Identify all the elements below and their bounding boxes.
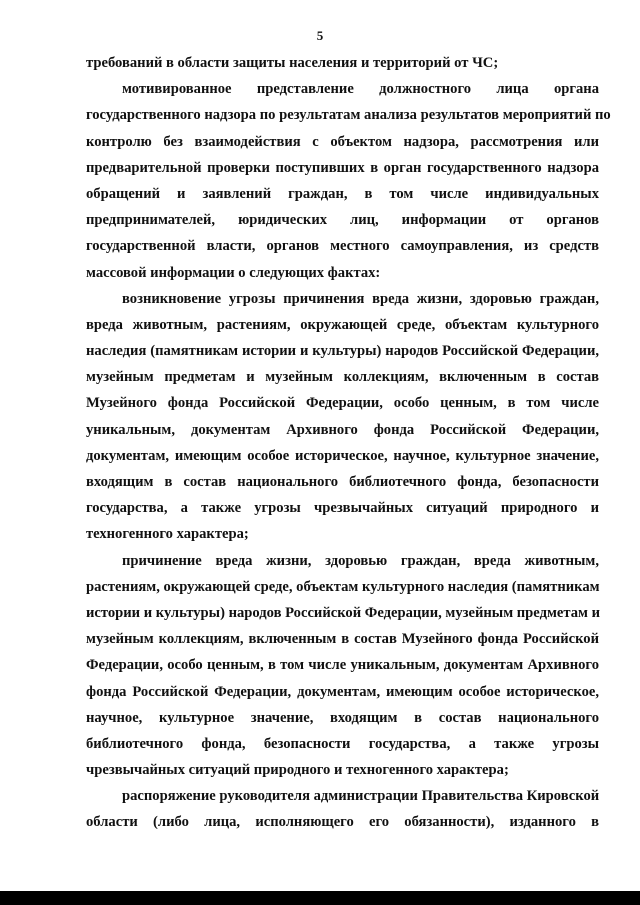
text-line: области (либо лица, исполняющего его обязанности), изданного в — [86, 814, 599, 831]
text-line: массовой информации о следующих фактах: — [86, 264, 381, 281]
text-line: обращений и заявлений граждан, в том числе индивидуальных — [86, 185, 599, 202]
text-line: государства, а также угрозы чрезвычайных ситуаций природного и — [86, 500, 599, 517]
scan-bottom-border — [0, 891, 640, 905]
text-line: техногенного характера; — [86, 526, 249, 543]
text-line: музейным коллекциям, включенным в состав Музейного фонда Российской — [86, 631, 599, 648]
text-line: вреда животным, растениям, окружающей среде, объектам культурного — [86, 316, 599, 333]
text-line: возникновение угрозы причинения вреда жизни, здоровью граждан, — [122, 290, 599, 307]
text-line: фонда Российской Федерации, документам, имеющим особое историческое, — [86, 683, 599, 700]
text-line: Музейного фонда Российской Федерации, особо ценным, в том числе — [86, 395, 599, 412]
text-line: контролю без взаимодействия с объектом надзора, рассмотрения или — [86, 133, 599, 150]
text-line: музейным предметам и музейным коллекциям, включенным в состав — [86, 369, 599, 386]
text-line: государственного надзора по результатам анализа результатов мероприятий по — [86, 107, 611, 124]
text-line: предварительной проверки поступивших в орган государственного надзора — [86, 159, 599, 176]
document-body — [86, 50, 611, 836]
text-line: государственной власти, органов местного самоуправления, из средств — [86, 238, 599, 255]
text-line: уникальным, документам Архивного фонда Российской Федерации, — [86, 421, 599, 438]
text-line: требований в области защиты населения и территорий от ЧС; — [86, 55, 499, 71]
text-line: предпринимателей, юридических лиц, информации от органов — [86, 212, 599, 229]
text-line: мотивированное представление должностного лица органа — [122, 81, 599, 98]
text-line: наследия (памятникам истории и культуры) народов Российской Федерации, — [86, 343, 599, 360]
text-line: чрезвычайных ситуаций природного и техногенного характера; — [86, 762, 509, 779]
text-line: причинение вреда жизни, здоровью граждан, вреда животным, — [122, 552, 599, 569]
text-line: входящим в состав национального библиотечного фонда, безопасности — [86, 474, 599, 490]
text-line: Федерации, особо ценным, в том числе уникальным, документам Архивного — [86, 657, 599, 674]
text-line: библиотечного фонда, безопасности государства, а также угрозы — [86, 735, 599, 752]
text-line: распоряжение руководителя администрации Правительства Кировской — [122, 788, 600, 805]
text-line: научное, культурное значение, входящим в состав национального — [86, 709, 599, 726]
text-line: растениям, окружающей среде, объектам культурного наследия (памятникам — [86, 578, 600, 595]
text-line: истории и культуры) народов Российской Федерации, музейным предметам и — [86, 604, 601, 621]
text-line: документам, имеющим особое историческое, научное, культурное значение, — [86, 447, 599, 464]
page-number: 5 — [316, 28, 324, 43]
